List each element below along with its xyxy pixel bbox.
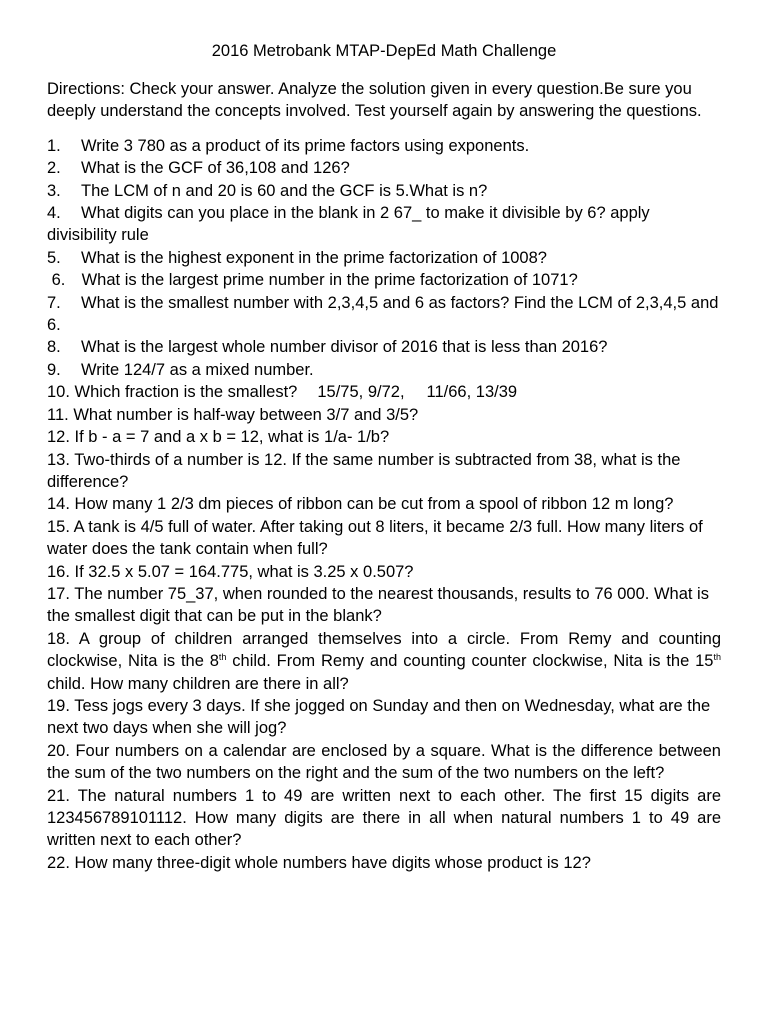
question-16 [47,561,721,583]
worksheet-page [47,40,721,874]
question-text: The LCM of n and 20 is 60 and the GCF is 5.What is n? [81,181,488,200]
question-number: 20. [47,741,70,760]
question-number: 17. [47,584,70,603]
question-number: 16. [47,562,70,581]
question-text: What is the highest exponent in the prime factorization of 1008? [81,248,547,267]
question-text: Which fraction is the smallest? [74,383,298,402]
question-number: 11. [47,405,69,424]
question-14 [47,493,721,515]
question-text: How many three-digit whole numbers have digits whose product is 12? [74,853,591,872]
question-text-part-a: A group of children arranged themselves into a circle. From Remy and counting clockwise, Nita is the 8 [47,629,721,671]
question-number: 12. [47,428,70,447]
question-number: 3. [47,181,61,200]
question-22 [47,852,721,874]
question-15 [47,516,721,561]
question-number: 9. [47,360,61,379]
question-17 [47,583,721,628]
question-text: Two-thirds of a number is 12. If the same number is subtracted from 38, what is the difference? [47,450,681,491]
question-number: 13. [47,450,70,469]
question-text: What is the largest prime number in the prime factorization of 1071? [81,271,578,290]
page-title: 2016 Metrobank MTAP-DepEd Math Challenge [211,42,557,60]
question-text: How many 1 2/3 dm pieces of ribbon can be cut from a spool of ribbon 12 m long? [74,495,674,514]
question-number: 19. [47,696,70,715]
question-2 [47,157,721,179]
question-text: What number is half-way between 3/7 and 3/5? [73,405,419,424]
question-number: 14. [47,495,70,514]
question-text: Write 124/7 as a mixed number. [81,360,314,379]
question-number: 18. [47,629,70,648]
question-number: 4. [47,204,61,223]
question-text: If 32.5 x 5.07 = 164.775, what is 3.25 x 0.507? [74,562,414,581]
question-number: 21. [47,786,70,805]
question-text: What is the largest whole number divisor of 2016 that is less than 2016? [81,338,608,357]
question-number: 22. [47,853,70,872]
ordinal-suffix: th [218,652,227,663]
fraction-choices-a: 15/75, 9/72, [317,383,405,402]
question-1 [47,135,721,157]
question-text-part-b: child. From Remy and counting counter clockwise, Nita is the 15 [226,652,714,671]
question-11 [47,404,721,426]
question-7 [47,292,721,337]
question-20 [47,740,721,785]
question-number: 10. [47,383,70,402]
question-3 [47,180,721,202]
question-18 [47,628,721,695]
question-8 [47,336,721,358]
question-21 [47,785,721,852]
question-6 [47,269,721,291]
question-13 [47,449,721,494]
question-text: What is the smallest number with 2,3,4,5 and 6 as factors? Find the LCM of 2,3,4,5 and 6. [47,293,719,335]
question-text: What digits can you place in the blank in 2 67_ to make it divisible by 6? apply divisibility rule [47,204,650,245]
question-number: 5. [47,248,61,267]
question-4 [47,202,721,247]
question-text: Write 3 780 as a product of its prime factors using exponents. [81,136,530,155]
question-text-part-c: child. How many children are there in all? [47,674,349,693]
question-12 [47,426,721,448]
question-number: 1. [47,136,61,155]
question-text: Four numbers on a calendar are enclosed by a square. What is the difference between the sum of the two numbers on the right and the sum of the two numbers on the left? [47,741,721,783]
question-text: What is the GCF of 36,108 and 126? [81,159,350,178]
question-text: The natural numbers 1 to 49 are written next to each other. The first 15 digits are 123456789101112. How many digits are there in all when natural numbers 1 to 49 are written next to each other? [47,786,721,850]
question-list [47,135,721,874]
question-19 [47,695,721,740]
question-text: A tank is 4/5 full of water. After taking out 8 liters, it became 2/3 full. How many liters of water does the tank contain when full? [47,517,703,559]
directions-text: Directions: Check your answer. Analyze the solution given in every question.Be sure you deeply understand the concepts involved. Test yourself again by answering the questions. [47,80,702,121]
fraction-choices-b: 11/66, 13/39 [426,383,518,402]
question-text: Tess jogs every 3 days. If she jogged on Sunday and then on Wednesday, what are the next two days when she will jog? [47,696,711,738]
question-9 [47,359,721,381]
question-5 [47,247,721,269]
question-number: 8. [47,338,61,357]
question-number: 7. [47,293,61,312]
question-number: 15. [47,517,70,536]
question-number: 2. [47,159,61,178]
question-text: If b - a = 7 and a x b = 12, what is 1/a- 1/b? [74,428,390,447]
question-10 [47,381,721,403]
question-text: The number 75_37, when rounded to the nearest thousands, results to 76 000. What is the smallest digit that can be put in the blank? [47,584,709,626]
question-number: 6. [51,271,66,290]
ordinal-suffix: th [713,652,721,663]
